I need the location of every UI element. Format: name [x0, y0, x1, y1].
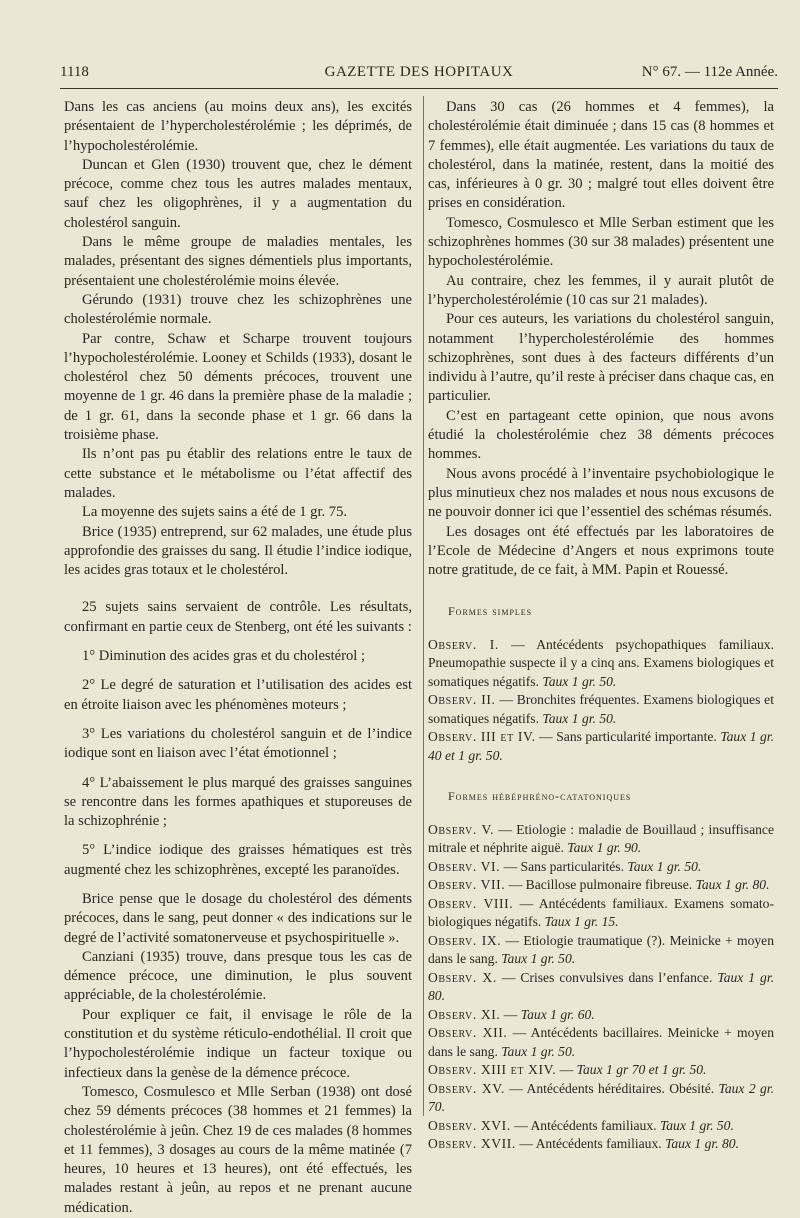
section-title-formes-simples: Formes simples — [448, 604, 533, 619]
finding-item: 3° Les variations du cholestérol sanguin et de l’indice iodique sont en liaison avec l’état émotionnel ; — [64, 725, 412, 762]
observations-simples — [428, 636, 774, 766]
observation-item: Observ. II. — Bronchites fréquentes. Examens biologiques et somatiques négatifs. Taux 1 gr. 50. — [428, 692, 774, 726]
observation-item: Observ. III et IV. — Sans particularité importante. Taux 1 gr. 40 et 1 gr. 50. — [428, 729, 774, 763]
paragraph: Par contre, Schaw et Scharpe trouvent toujours l’hypocholestérolémie. Looney et Schilds (1933), dosant le cholestérol chez 50 déments précoces, trouvent une moyenne de 1 gr. 46 dans la première phase de la maladie ; de 1 gr. 61, dans la seconde phase et 1 gr. 66 dans la troisième phase. — [64, 330, 412, 444]
section-title-hebephreno: Formes hébéphréno-catatoniques — [448, 789, 632, 804]
paragraph: Pour expliquer ce fait, il envisage le rôle de la constitution et du système réticulo-endothélial. Il croit que l’hypocholestérolémie indique un facteur toxique ou infectieux dans la genèse de la démence précoce. — [64, 1006, 412, 1081]
column-divider — [423, 96, 424, 1116]
paragraph: Tomesco, Cosmulesco et Mlle Serban (1938) ont dosé chez 59 déments précoces (38 hommes et 21 femmes) la cholestérolémie à jeûn. Chez 19 de ces malades (8 hommes et 11 femmes), 3 dosages au cours de la même matinée (7 heures, 10 heures et 13 heures), ont été effectués, les malades restant à jeûn, au repos et ne prenant aucune médication. — [64, 1083, 412, 1216]
observation-item: Observ. VI. — Sans particularités. Taux 1 gr. 50. — [428, 858, 702, 874]
paragraph: Duncan et Glen (1930) trouvent que, chez le dément précoce, comme chez tous les autres malades mentaux, sauf chez les oligophrènes, il y a augmentation du cholestérol sanguin. — [64, 156, 412, 231]
paragraph: Canziani (1935) trouve, dans presque tous les cas de démence précoce, une diminution, le plus souvent appréciable, de la cholestérolémie. — [64, 948, 412, 1004]
header-rule — [60, 88, 778, 89]
left-column — [64, 98, 412, 1218]
right-column — [428, 98, 774, 1154]
paragraph: 25 sujets sains servaient de contrôle. Les résultats, confirmant en partie ceux de Stenberg, ont été les suivants : — [64, 599, 412, 635]
observation-item: Observ. XI. — Taux 1 gr. 60. — [428, 1006, 595, 1022]
paragraph: Au contraire, chez les femmes, il y aurait plutôt de l’hypercholestérolémie (10 cas sur 21 malades). — [428, 272, 774, 308]
journal-title: GAZETTE DES HOPITAUX — [324, 64, 514, 80]
observation-item: Observ. X. — Crises convulsives dans l’enfance. Taux 1 gr. 80. — [428, 969, 775, 1004]
finding-item: 2° Le degré de saturation et l’utilisation des acides est en étroite liaison avec les phénomènes moteurs ; — [64, 677, 412, 713]
observation-item: Observ. I. — Antécédents psychopathiques familiaux. Pneumopathie suspecte il y a cinq ans. Examens biologiques et somatiques négatifs. Taux 1 gr. 50. — [428, 636, 774, 689]
paragraph: Dans le même groupe de maladies mentales, les malades, présentant des signes démentiels plus importants, présentaient une cholestérolémie moins élevée. — [64, 234, 412, 289]
paragraph: Ils n’ont pas pu établir des relations entre le taux de cette substance et le métabolisme ou l’état affectif des malades. — [64, 446, 412, 501]
paragraph: Les dosages ont été effectués par les laboratoires de l’Ecole de Médecine d’Angers et nous exprimons toute notre gratitude, de ce fait, à MM. Papin et Rouessé. — [428, 523, 774, 579]
paragraph: C’est en partageant cette opinion, que nous avons étudié la cholestérolémie chez 38 déments précoces hommes. — [428, 407, 774, 463]
finding-item: 4° L’abaissement le plus marqué des graisses sanguines se rencontre dans les formes apathiques et stuporeuses de la schizophrénie ; — [64, 774, 412, 830]
paragraph: Tomesco, Cosmulesco et Mlle Serban estiment que les schizophrènes hommes (30 sur 38 malades) présentent une hypocholestérolémie. — [428, 214, 774, 270]
observation-item: Observ. VIII. — Antécédents familiaux. Examens somato-biologiques négatifs. Taux 1 gr. 15. — [428, 895, 774, 930]
paragraph: Pour ces auteurs, les variations du cholestérol sanguin, notamment l’hypercholestérolémie des hommes schizophrènes, sont dues à des facteurs différents d’un individu à l’autre, qu’il reste à préciser dans chaque cas, en particulier. — [428, 311, 774, 405]
observation-item: Observ. VII. — Bacillose pulmonaire fibreuse. Taux 1 gr. 80. — [428, 877, 770, 893]
paragraph: Brice (1935) entreprend, sur 62 malades, une étude plus approfondie des graisses du sang. Il étudie l’indice iodique, les acides gras totaux et le cholestérol. — [64, 523, 412, 579]
observation-item: Observ. IX. — Etiologie traumatique (?). Meinicke + moyen dans le sang. Taux 1 gr. 50. — [428, 932, 774, 967]
paragraph: Nous avons procédé à l’inventaire psychobiologique le plus minutieux chez nos malades et nous nous excusons de ne pouvoir donner ici que l’essentiel des schémas résumés. — [428, 465, 774, 521]
observation-item: Observ. XVII. — Antécédents familiaux. Taux 1 gr. 80. — [428, 1136, 739, 1152]
page-number: 1118 — [60, 64, 89, 80]
observations-hebephreno — [428, 821, 774, 1154]
finding-item: 5° L’indice iodique des graisses hématiques est très augmenté chez les schizophrènes, excepté les paranoïdes. — [64, 842, 412, 878]
paragraph: La moyenne des sujets sains a été de 1 gr. 75. — [82, 504, 348, 521]
observation-item: Observ. XVI. — Antécédents familiaux. Taux 1 gr. 50. — [428, 1117, 734, 1133]
issue-number: N° 67. — 112e Année. — [641, 64, 778, 80]
observation-item: Observ. XV. — Antécédents héréditaires. Obésité. Taux 2 gr. 70. — [428, 1080, 774, 1115]
observation-item: Observ. XIII et XIV. — Taux 1 gr 70 et 1 gr. 50. — [428, 1062, 707, 1078]
finding-item: 1° Diminution des acides gras et du cholestérol ; — [82, 648, 366, 665]
observation-item: Observ. XII. — Antécédents bacillaires. Meinicke + moyen dans le sang. Taux 1 gr. 50. — [428, 1025, 774, 1059]
observation-item: Observ. V. — Etiologie : maladie de Bouillaud ; insuffisance mitrale et néphrite aiguë. Taux 1 gr. 90. — [428, 821, 774, 856]
page-header — [60, 64, 778, 86]
paragraph: Brice pense que le dosage du cholestérol des déments précoces, dans le sang, peut donner « des indications sur le degré de l’activité somatonerveuse et psychospirituelle ». — [64, 890, 412, 946]
paragraph: Gérundo (1931) trouve chez les schizophrènes une cholestérolémie normale. — [64, 291, 412, 328]
paragraph: Dans les cas anciens (au moins deux ans), les excités présentaient de l’hypercholestérolémie ; les déprimés, de l’hypocholestérolémie. — [64, 99, 412, 154]
paragraph: Dans 30 cas (26 hommes et 4 femmes), la cholestérolémie était diminuée ; dans 15 cas (8 hommes et 7 femmes), elle était augmentée. Les variations du taux de cholestérol, dans la matinée, restent, dans la moitié des cas, inférieures à 0 gr. 30 ; malgré tout elles doivent être prises en considération. — [428, 99, 774, 212]
